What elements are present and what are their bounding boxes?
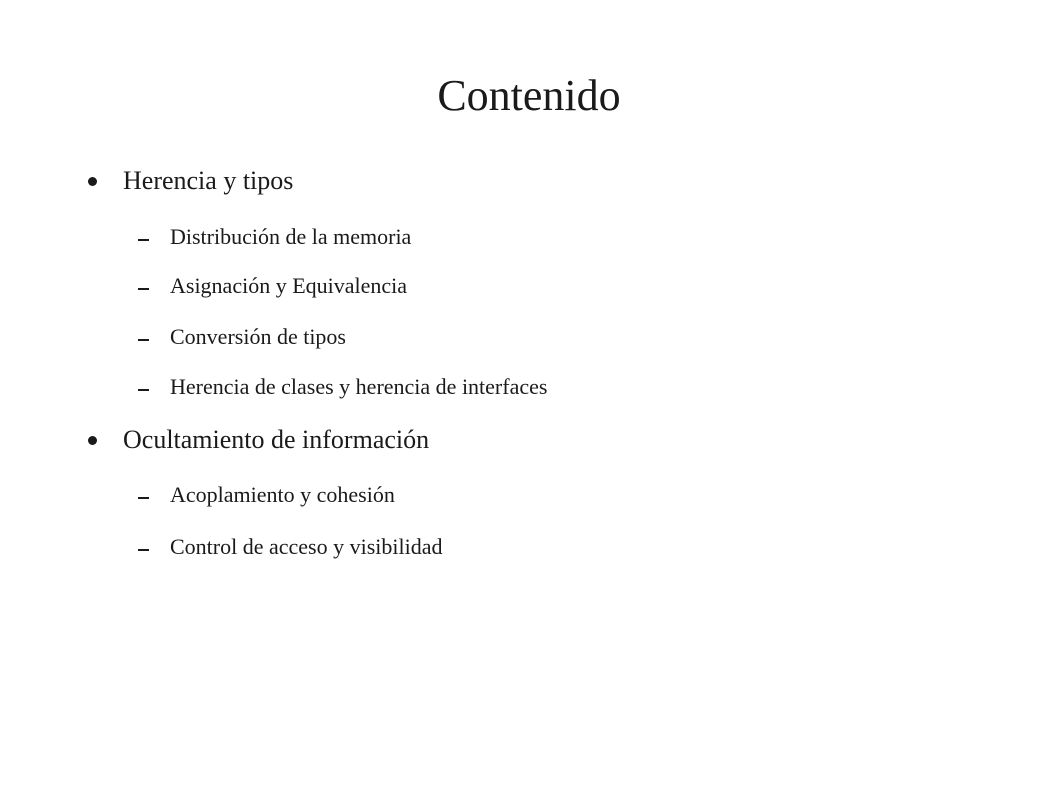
bullet-label: Herencia y tipos: [123, 166, 294, 195]
sub-bullet-item: [138, 224, 411, 250]
sub-bullet-label: Acoplamiento y cohesión: [170, 482, 395, 507]
bullet-label: Ocultamiento de información: [123, 425, 430, 454]
sub-bullet-label: Herencia de clases y herencia de interfaces: [170, 374, 548, 399]
bullet-dot-icon: [88, 436, 97, 445]
sub-bullet-label: Distribución de la memoria: [170, 224, 412, 249]
sub-bullet-item: [138, 482, 395, 508]
sub-bullet-label: Conversión de tipos: [170, 324, 346, 349]
bullet-item-herencia-y-tipos: [88, 166, 293, 196]
sub-bullet-item: [138, 273, 407, 299]
sub-bullet-item: [138, 534, 443, 560]
sub-bullet-item: [138, 374, 547, 400]
dash-icon: [138, 497, 149, 499]
dash-icon: [138, 339, 149, 341]
dash-icon: [138, 389, 149, 391]
slide-title: Contenido: [437, 71, 621, 120]
bullet-dot-icon: [88, 177, 97, 186]
dash-icon: [138, 549, 149, 551]
sub-bullet-item: [138, 324, 346, 350]
sub-bullet-label: Asignación y Equivalencia: [170, 273, 408, 298]
dash-icon: [138, 239, 149, 241]
bullet-item-ocultamiento: [88, 425, 429, 455]
sub-bullet-label: Control de acceso y visibilidad: [170, 534, 443, 559]
dash-icon: [138, 288, 149, 290]
